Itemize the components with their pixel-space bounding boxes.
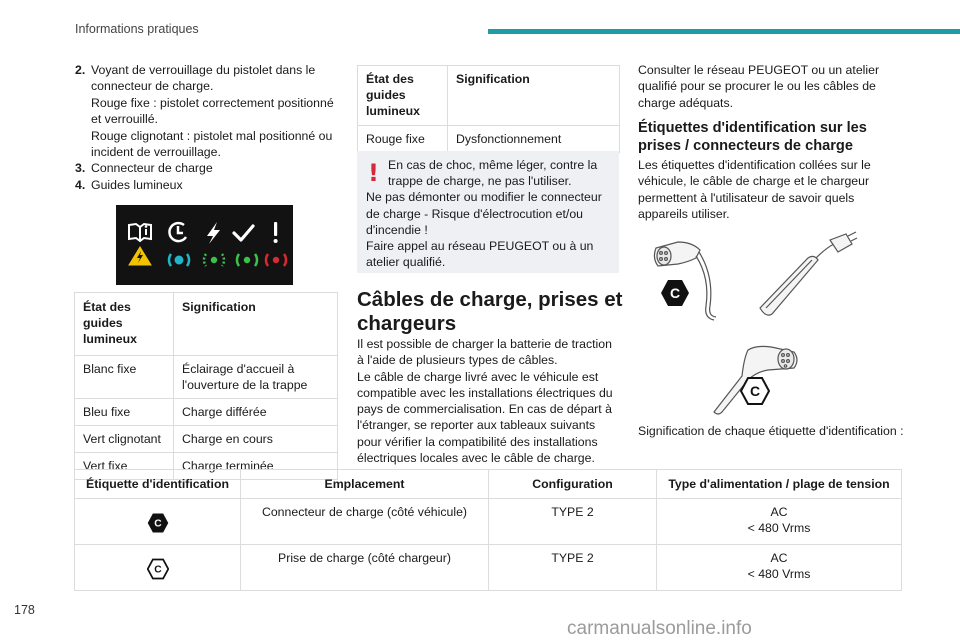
list-item-line: Voyant de verrouillage du pistolet dans le bbox=[91, 63, 316, 77]
warning-box bbox=[357, 151, 619, 273]
table-row bbox=[75, 399, 338, 426]
table-cell: Éclairage d'accueil à l'ouverture de la trappe bbox=[174, 356, 338, 399]
warning-line: En cas de choc, même léger, contre la trappe de charge, ne pas l'utiliser. bbox=[388, 158, 598, 189]
table-header-cell: Étiquette d'identification bbox=[75, 470, 241, 499]
table-row bbox=[358, 126, 620, 153]
table-header-cell: État des guides lumineux bbox=[75, 293, 174, 356]
table-cell: Bleu fixe bbox=[75, 399, 174, 426]
charge-indicator-panel bbox=[116, 205, 293, 285]
page-number: 178 bbox=[14, 603, 35, 617]
list-item-line: incident de verrouillage. bbox=[91, 145, 221, 160]
table-cell: Blanc fixe bbox=[75, 356, 174, 399]
table-header-row bbox=[75, 293, 338, 356]
header-accent-bar bbox=[488, 29, 960, 34]
led-green bbox=[237, 254, 257, 266]
charge-warning-icon bbox=[129, 247, 151, 265]
table-cell bbox=[657, 545, 902, 591]
subsection-heading: Étiquettes d'identification sur les prises / connecteurs de charge bbox=[638, 120, 867, 154]
table-cell-badge bbox=[75, 499, 241, 545]
consult-paragraph: Consulter le réseau PEUGEOT ou un atelier qualifié pour se procurer le ou les câbles de charge adéquats. bbox=[638, 63, 880, 110]
svg-text:C: C bbox=[153, 518, 162, 530]
table-header-cell: Signification bbox=[448, 66, 620, 126]
warning-exclamation-icon: ! bbox=[368, 159, 379, 187]
list-item bbox=[75, 177, 337, 193]
table-cell: Prise de charge (côté chargeur) bbox=[241, 545, 489, 591]
badge-c-filled-icon bbox=[660, 278, 690, 308]
badge-c-outline-icon bbox=[740, 376, 770, 406]
power-type: AC bbox=[770, 505, 788, 519]
page-section-title: Informations pratiques bbox=[75, 22, 199, 36]
list-item bbox=[75, 160, 337, 176]
led-red bbox=[266, 254, 286, 266]
table-cell: Rouge fixe bbox=[358, 126, 448, 153]
badge-c-filled-icon bbox=[147, 512, 169, 534]
check-icon bbox=[234, 226, 253, 240]
warning-line: Ne pas démonter ou modifier le connecteur de charge - Risque d'électrocution et/ou d'incendie ! bbox=[366, 190, 602, 237]
list-item-line: connecteur de charge. bbox=[91, 79, 214, 94]
table-header-cell: Type d'alimentation / plage de tension bbox=[657, 470, 902, 499]
clock-icon bbox=[169, 223, 186, 241]
badge-c-outline-icon bbox=[147, 558, 169, 580]
table-row bbox=[75, 426, 338, 453]
power-type: AC bbox=[770, 551, 788, 565]
warning-line: Faire appel au réseau PEUGEOT ou à un atelier qualifié. bbox=[366, 239, 594, 270]
table-cell: Vert fixe bbox=[75, 453, 174, 480]
exclamation-icon bbox=[274, 222, 278, 243]
warning-text bbox=[366, 157, 612, 270]
list-item-line: Guides lumineux bbox=[91, 177, 183, 192]
labels-paragraph: Les étiquettes d'identification collées sur le véhicule, le câble de charge et le chargeur permettent à l'utilisateur de savoir quels appareils utiliser. bbox=[638, 158, 871, 221]
watermark-text: carmanualsonline.info bbox=[567, 618, 752, 639]
table-header-cell: Configuration bbox=[489, 470, 657, 499]
socket-illustration bbox=[698, 340, 808, 420]
svg-text:C: C bbox=[669, 285, 681, 301]
paragraph-text: Il est possible de charger la batterie de traction à l'aide de plusieurs types de câbles. bbox=[357, 337, 612, 368]
list-item-line: et verrouillé. bbox=[91, 112, 158, 127]
table-row bbox=[75, 499, 902, 545]
table-cell bbox=[657, 499, 902, 545]
list-item-line: Connecteur de charge bbox=[91, 161, 213, 176]
table-header-cell: Emplacement bbox=[241, 470, 489, 499]
table-cell: TYPE 2 bbox=[489, 499, 657, 545]
voltage-range: < 480 Vrms bbox=[747, 521, 811, 535]
section-heading: Câbles de charge, prises et chargeurs bbox=[357, 288, 623, 335]
voltage-range: < 480 Vrms bbox=[747, 567, 811, 581]
table-cell: Dysfonctionnement bbox=[448, 126, 620, 153]
table-cell: TYPE 2 bbox=[489, 545, 657, 591]
list-item-number: 3. bbox=[75, 161, 86, 176]
led-green-blinking bbox=[204, 254, 224, 266]
list-item-line: Rouge clignotant : pistolet mal positionné ou bbox=[91, 128, 333, 143]
table-row bbox=[75, 545, 902, 591]
identification-labels-table bbox=[74, 469, 902, 591]
signification-intro: Signification de chaque étiquette d'identification : bbox=[638, 424, 904, 438]
table-cell: Charge terminée bbox=[174, 453, 338, 480]
info-dot bbox=[145, 225, 148, 228]
cables-paragraph bbox=[357, 336, 622, 466]
table-cell-badge bbox=[75, 545, 241, 591]
connector-cable-illustration bbox=[648, 228, 858, 328]
table-cell: Connecteur de charge (côté véhicule) bbox=[241, 499, 489, 545]
lightning-icon bbox=[207, 222, 220, 244]
svg-text:C: C bbox=[749, 383, 761, 399]
list-item bbox=[75, 62, 337, 160]
table-cell: Charge en cours bbox=[174, 426, 338, 453]
list-item-number: 2. bbox=[75, 63, 86, 77]
legend-list bbox=[75, 62, 337, 193]
table-header-cell: Signification bbox=[174, 293, 338, 356]
list-item-number: 4. bbox=[75, 177, 86, 192]
light-guides-table-2 bbox=[357, 65, 620, 153]
table-cell: Vert clignotant bbox=[75, 426, 174, 453]
table-row bbox=[75, 356, 338, 399]
paragraph-text: Le câble de charge livré avec le véhicule est compatible avec les installations électriques du pays de commercialisation. En cas de départ à l'étranger, se reporter aux tableaux suivants pour vérifier la compatibilité des installations électriques locales avec le câble de charge. bbox=[357, 369, 613, 466]
light-guides-table bbox=[74, 292, 338, 480]
table-header-row bbox=[358, 66, 620, 126]
led-blue bbox=[169, 254, 189, 266]
table-header-cell: État des guides lumineux bbox=[358, 66, 448, 126]
book-info-icon bbox=[129, 224, 151, 241]
svg-text:C: C bbox=[153, 564, 162, 576]
table-cell: Charge différée bbox=[174, 399, 338, 426]
table-header-row bbox=[75, 470, 902, 499]
list-item-line: Rouge fixe : pistolet correctement positionné bbox=[91, 95, 334, 110]
